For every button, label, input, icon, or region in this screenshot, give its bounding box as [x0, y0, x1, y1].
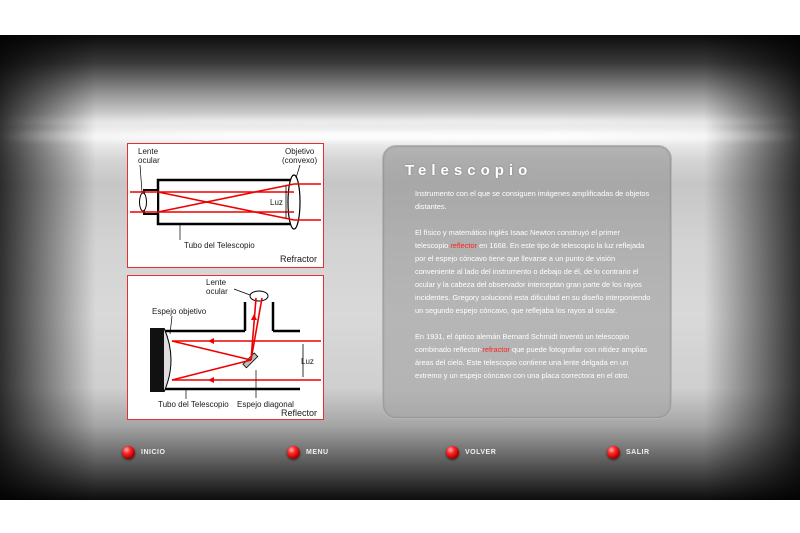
refractor-objetivo-label-2: (convexo) [282, 156, 318, 165]
nav-salir-label: SALIR [626, 448, 650, 456]
reflector-illustration [128, 276, 323, 419]
paragraph-3-end: que puede fotografiar con nitidez amplias áreas del cielo. Este telescopio contiene una lente delgada en un extremo y un espejo cóncavo con una placa correctora en el otro. [415, 345, 648, 380]
nav-volver-label: VOLVER [465, 448, 497, 456]
nav-menu-label: MENU [306, 448, 329, 456]
refractor-objective-lens [288, 175, 300, 229]
reflector-espejo-objetivo-label: Espejo objetivo [152, 307, 207, 316]
panel-body [415, 187, 655, 395]
refractor-lente-label-1: Lente [138, 147, 159, 156]
paragraph-1: Instrumento con el que se consiguen imágenes amplificadas de objetos distantes. [415, 189, 650, 211]
nav-inicio-label: INICIO [141, 448, 166, 456]
background-stage [0, 35, 800, 500]
paragraph-2-end: en 1668. En este tipo de telescopio la luz reflejada por el espejo cóncavo tiene que llevarse a un punto de visión conveniente al lado del instrumento o debajo de él, de lo contrario el ocular y la cabeza del observador interceptan gran parte de los rayos incidentes. Gregory solucionó esta dificultad en su diseño interponiendo un segundo espejo cóncavo, que reflejaba los rayos al ocular. [415, 241, 651, 315]
refractor-eyepiece-lens [140, 193, 147, 211]
red-ball-icon [122, 446, 135, 459]
ray-reflect-bottom [172, 360, 251, 380]
reflector-lente-pointer [234, 289, 250, 295]
nav-salir-button[interactable] [607, 445, 650, 459]
red-ball-icon [446, 446, 459, 459]
reflector-lente-label-1: Lente [206, 278, 227, 287]
paragraph-2-start: El físico y matemático inglés Isaac Newton construyó el primer telescopio [415, 228, 620, 250]
paragraph-2 [415, 226, 655, 317]
red-ball-icon [287, 446, 300, 459]
reflector-eyepiece-lens [250, 291, 268, 301]
refractor-title: Refractor [280, 254, 318, 264]
info-panel [382, 145, 672, 419]
refractor-illustration [128, 144, 323, 267]
paragraph-3-start: En 1931, el óptico alemán Bernard Schmidt inventó un telescopio combinado reflector- [415, 332, 630, 354]
arrow-up [251, 314, 257, 320]
lente-pointer [140, 165, 142, 192]
nav-volver-button[interactable] [446, 445, 496, 459]
refractor-lente-label-2: ocular [138, 156, 160, 165]
panel-title: Telescopio [405, 162, 533, 179]
ray-to-eyepiece-2 [251, 298, 262, 360]
reflector-title: Reflector [281, 408, 318, 418]
refractor-luz-label: Luz [270, 198, 283, 207]
reflector-espejo-diagonal-label: Espejo diagonal [237, 400, 294, 409]
refractor-objetivo-label-1: Objetivo [285, 147, 315, 156]
reflector-tubo-label: Tubo del Telescopio [158, 400, 229, 409]
objetivo-pointer [296, 165, 300, 178]
refractor-diagram [127, 143, 324, 268]
reflector-luz-label: Luz [301, 357, 314, 366]
nav-menu-button[interactable] [287, 445, 329, 459]
paragraph-3 [415, 330, 655, 382]
arrow-bottom [208, 377, 214, 383]
ray-reflect-top [172, 341, 251, 360]
light-streak-thin [0, 119, 800, 123]
primary-mirror-back [150, 328, 164, 392]
refractor-tubo-label: Tubo del Telescopio [184, 241, 255, 250]
link-reflector[interactable]: reflector [450, 241, 478, 250]
light-streak [0, 131, 800, 141]
nav-inicio-button[interactable] [122, 445, 165, 459]
reflector-lente-label-2: ocular [206, 287, 228, 296]
arrow-top [208, 338, 214, 344]
primary-mirror [164, 328, 171, 392]
reflector-diagram [127, 275, 324, 420]
ray-to-eyepiece-1 [251, 298, 256, 360]
red-ball-icon [607, 446, 620, 459]
link-refractor[interactable]: refractor [482, 345, 510, 354]
